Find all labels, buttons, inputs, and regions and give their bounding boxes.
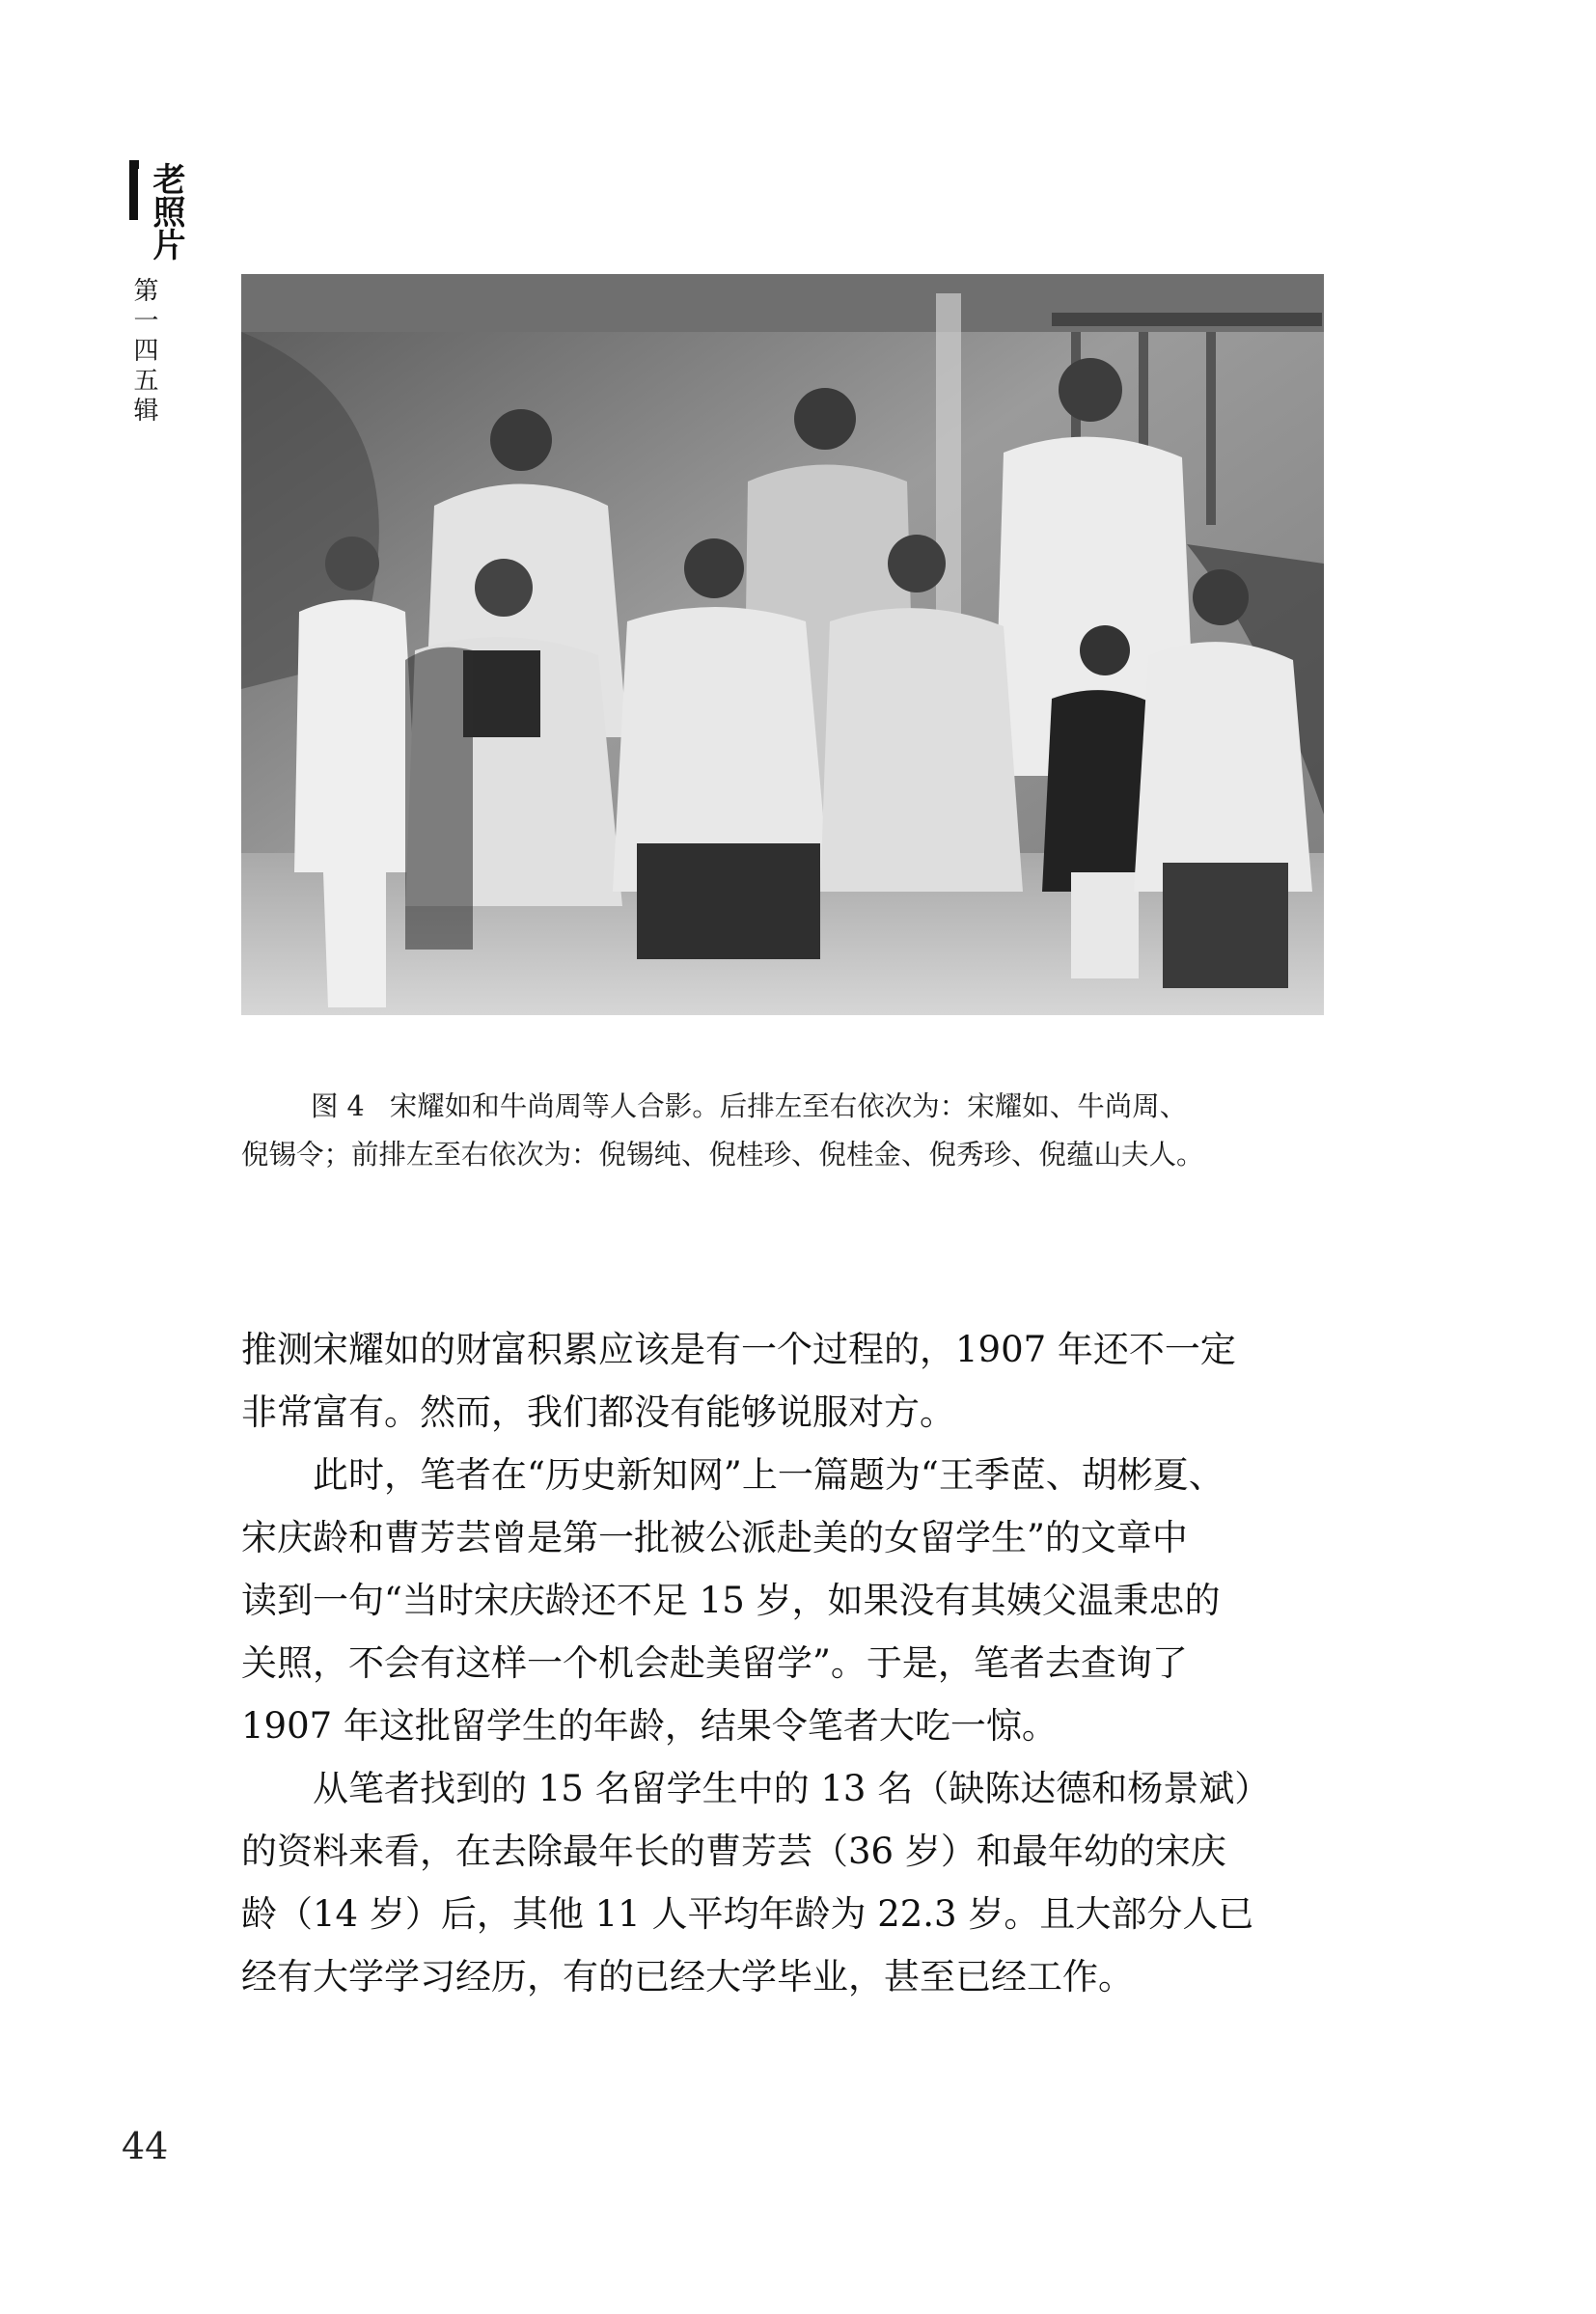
figure-caption	[241, 1083, 1324, 1179]
text-line: 经有大学学习经历，有的已经大学毕业，甚至已经工作。	[241, 1956, 1134, 1997]
text-line: 此时，笔者在“历史新知网”上一篇题为“王季茝、胡彬夏、	[313, 1454, 1225, 1496]
group-photo	[241, 274, 1324, 1015]
caption-line-2: 倪锡令；前排左至右依次为：倪锡纯、倪桂珍、倪桂金、倪秀珍、倪蕴山夫人。	[241, 1139, 1204, 1171]
page-number: 44	[122, 2125, 169, 2167]
running-head-bracket	[129, 160, 139, 220]
running-head-issue: 第一四五辑	[129, 277, 158, 427]
paragraph-2	[241, 1444, 1324, 1757]
paragraph-1	[241, 1318, 1324, 1444]
text-line: 龄（14 岁）后，其他 11 人平均年龄为 22.3 岁。且大部分人已	[241, 1893, 1254, 1935]
text-line: 关照，不会有这样一个机会赴美留学”。于是，笔者去查询了	[241, 1642, 1188, 1684]
paragraph-3	[241, 1757, 1324, 2008]
body-text	[241, 1318, 1324, 2008]
text-line: 读到一句“当时宋庆龄还不足 15 岁，如果没有其姨父温秉忠的	[241, 1580, 1221, 1621]
text-line: 的资料来看，在去除最年长的曹芳芸（36 岁）和最年幼的宋庆	[241, 1831, 1226, 1872]
text-line: 从笔者找到的 15 名留学生中的 13 名（缺陈达德和杨景斌）	[313, 1768, 1271, 1809]
running-head-title: 老照片	[147, 162, 185, 261]
text-line: 推测宋耀如的财富积累应该是有一个过程的，1907 年还不一定	[241, 1329, 1236, 1370]
text-line: 非常富有。然而，我们都没有能够说服对方。	[241, 1391, 955, 1433]
figure-number: 图 4	[311, 1090, 365, 1122]
text-line: 宋庆龄和曹芳芸曾是第一批被公派赴美的女留学生”的文章中	[241, 1517, 1188, 1558]
text-line: 1907 年这批留学生的年龄，结果令笔者大吃一惊。	[241, 1705, 1058, 1747]
caption-line-1: 宋耀如和牛尚周等人合影。后排左至右依次为：宋耀如、牛尚周、	[389, 1090, 1188, 1122]
